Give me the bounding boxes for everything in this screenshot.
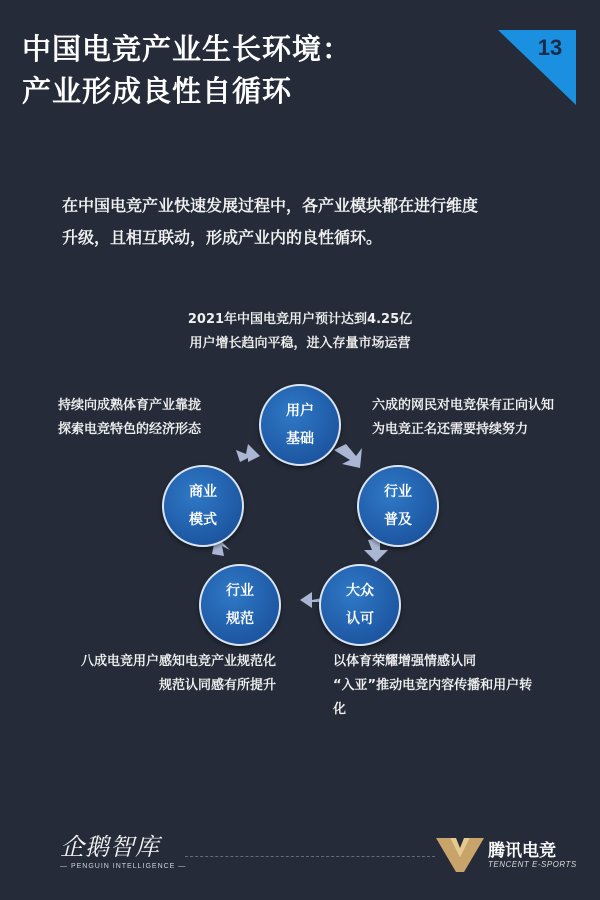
intro-line-1: 在中国电竞产业快速发展过程中，各产业模块都在进行维度	[62, 196, 479, 215]
node-user-base-line2: 基础	[286, 431, 314, 447]
annotation-public-recognition	[333, 650, 532, 722]
annotation-industry-norms-line2: 规范认同感有所提升	[158, 678, 276, 693]
arrow-user-to-industry	[334, 444, 362, 468]
node-user-base-line1: 用户	[286, 403, 314, 419]
tencent-esports-logo	[436, 834, 586, 878]
annotation-business-model	[58, 394, 201, 442]
annotation-business-model-line2: 探索电竞特色的经济形态	[58, 422, 202, 437]
node-industry-spread-line1: 行业	[384, 484, 412, 500]
node-public-recognition-line2: 认可	[346, 611, 374, 627]
node-industry-spread-line2: 普及	[384, 512, 412, 528]
annotation-user-base	[155, 308, 445, 356]
cycle-diagram	[0, 300, 600, 760]
tencent-esports-v-icon	[436, 838, 484, 872]
node-industry-spread	[357, 465, 439, 547]
annotation-public-recognition-line3: 化	[333, 702, 347, 717]
annotation-industry-spread-line2: 为电竞正名还需要持续努力	[372, 422, 529, 437]
title-line-1: 中国电竞产业生长环境：	[22, 32, 353, 66]
node-business-model-line2: 模式	[189, 512, 217, 528]
annotation-public-recognition-line2: “入亚”推动电竞内容传播和用户转	[333, 678, 533, 693]
intro-text	[62, 190, 562, 254]
tencent-esports-logo-en: TENCENT E-SPORTS	[488, 860, 577, 869]
title-line-2: 产业形成良性自循环	[22, 74, 293, 108]
tencent-esports-logo-cn: 腾讯电竞	[488, 841, 556, 861]
node-industry-norms-line2: 规范	[226, 611, 254, 627]
node-business-model-line1: 商业	[189, 484, 217, 500]
node-industry-norms-line1: 行业	[226, 583, 254, 599]
annotation-industry-spread-line1: 六成的网民对电竞保有正向认知	[372, 398, 555, 413]
annotation-industry-spread	[372, 394, 554, 442]
arrow-business-to-user	[236, 444, 260, 462]
annotation-public-recognition-line1: 以体育荣耀增强情感认同	[333, 654, 477, 669]
node-public-recognition-line1: 大众	[346, 583, 374, 599]
intro-line-2: 升级，且相互联动，形成产业内的良性循环。	[62, 228, 383, 247]
node-business-model	[162, 465, 244, 547]
footer-divider	[185, 856, 435, 857]
annotation-user-base-line2: 用户增长趋向平稳，进入存量市场运营	[189, 336, 411, 351]
penguin-intelligence-logo	[60, 832, 187, 878]
annotation-industry-norms	[36, 650, 276, 698]
annotation-industry-norms-line1: 八成电竞用户感知电竞产业规范化	[80, 654, 276, 669]
annotation-business-model-line1: 持续向成熟体育产业靠拢	[58, 398, 202, 413]
annotation-user-base-line1: 2021年中国电竞用户预计达到4.25亿	[187, 312, 413, 327]
node-public-recognition	[319, 564, 401, 646]
page-title	[22, 28, 492, 112]
penguin-logo-text: 企鹅智库	[60, 833, 160, 861]
node-user-base	[259, 384, 341, 466]
page-number: 13	[537, 35, 563, 60]
node-industry-norms	[199, 564, 281, 646]
penguin-logo-subtitle: — PENGUIN INTELLIGENCE —	[60, 863, 187, 870]
